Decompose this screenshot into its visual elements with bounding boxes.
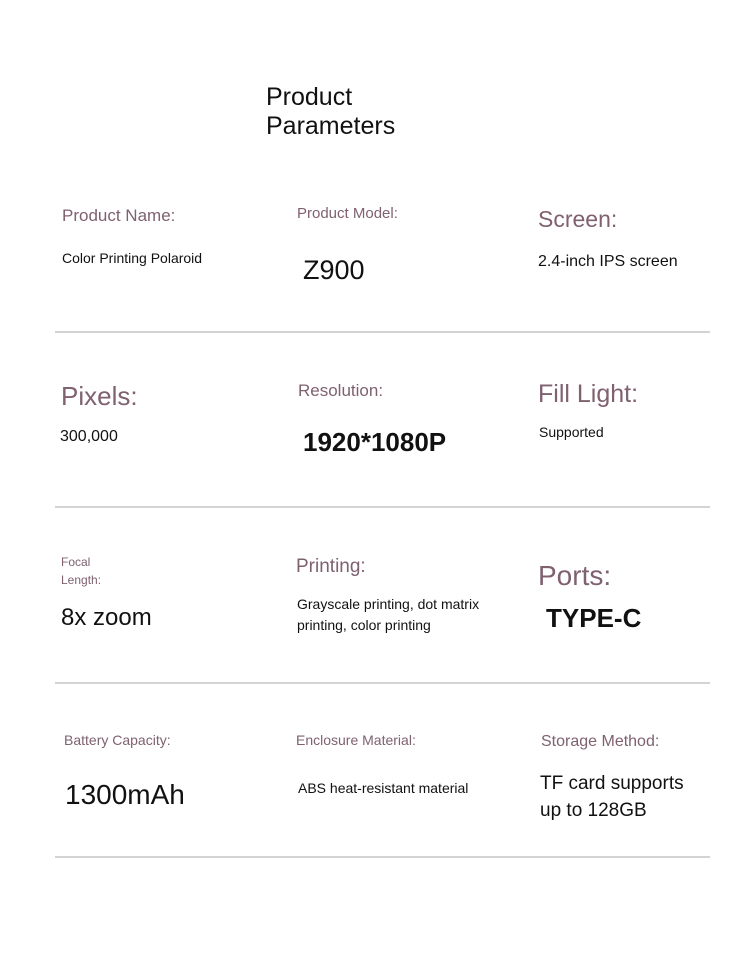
ports-label: Ports:	[538, 560, 612, 591]
row-divider-4	[55, 856, 710, 858]
row-divider-2	[55, 506, 710, 508]
ports-value: TYPE-C	[546, 603, 642, 633]
enclosure-material-label: Enclosure Material:	[296, 732, 416, 748]
resolution-value: 1920*1080P	[303, 427, 447, 457]
resolution-label: Resolution:	[298, 381, 384, 400]
printing-value-line-1: Grayscale printing, dot matrix	[297, 596, 480, 612]
fill-light-value: Supported	[539, 424, 604, 440]
page-title-line-2: Parameters	[266, 112, 396, 140]
screen-label: Screen:	[538, 206, 618, 232]
page-title-line-1: Product	[266, 83, 353, 111]
focal-length-label	[61, 553, 101, 589]
product-model-label: Product Model:	[297, 205, 398, 222]
fill-light-label: Fill Light:	[538, 380, 639, 408]
focal-length-label-line-1: Focal	[61, 555, 91, 569]
focal-length-label-line-2: Length:	[61, 573, 102, 587]
storage-method-label: Storage Method:	[541, 733, 660, 750]
printing-value-line-2: printing, color printing	[297, 617, 431, 633]
screen-value: 2.4-inch IPS screen	[538, 253, 678, 270]
product-name-value: Color Printing Polaroid	[62, 250, 203, 266]
product-name-label: Product Name:	[62, 206, 176, 225]
storage-method-value-line-2: up to 128GB	[540, 800, 647, 821]
row-divider-3	[55, 682, 710, 684]
pixels-label: Pixels:	[61, 381, 138, 411]
enclosure-material-value: ABS heat-resistant material	[298, 780, 469, 796]
focal-length-value: 8x zoom	[61, 604, 152, 631]
storage-method-value	[540, 770, 684, 824]
battery-capacity-value: 1300mAh	[65, 779, 185, 810]
pixels-value: 300,000	[60, 428, 118, 445]
storage-method-value-line-1: TF card supports	[540, 773, 684, 794]
battery-capacity-label: Battery Capacity:	[64, 732, 171, 748]
page-title	[266, 83, 395, 141]
printing-label: Printing:	[296, 556, 366, 577]
printing-value	[297, 594, 479, 636]
row-divider-1	[55, 331, 710, 333]
product-model-value: Z900	[303, 255, 365, 285]
